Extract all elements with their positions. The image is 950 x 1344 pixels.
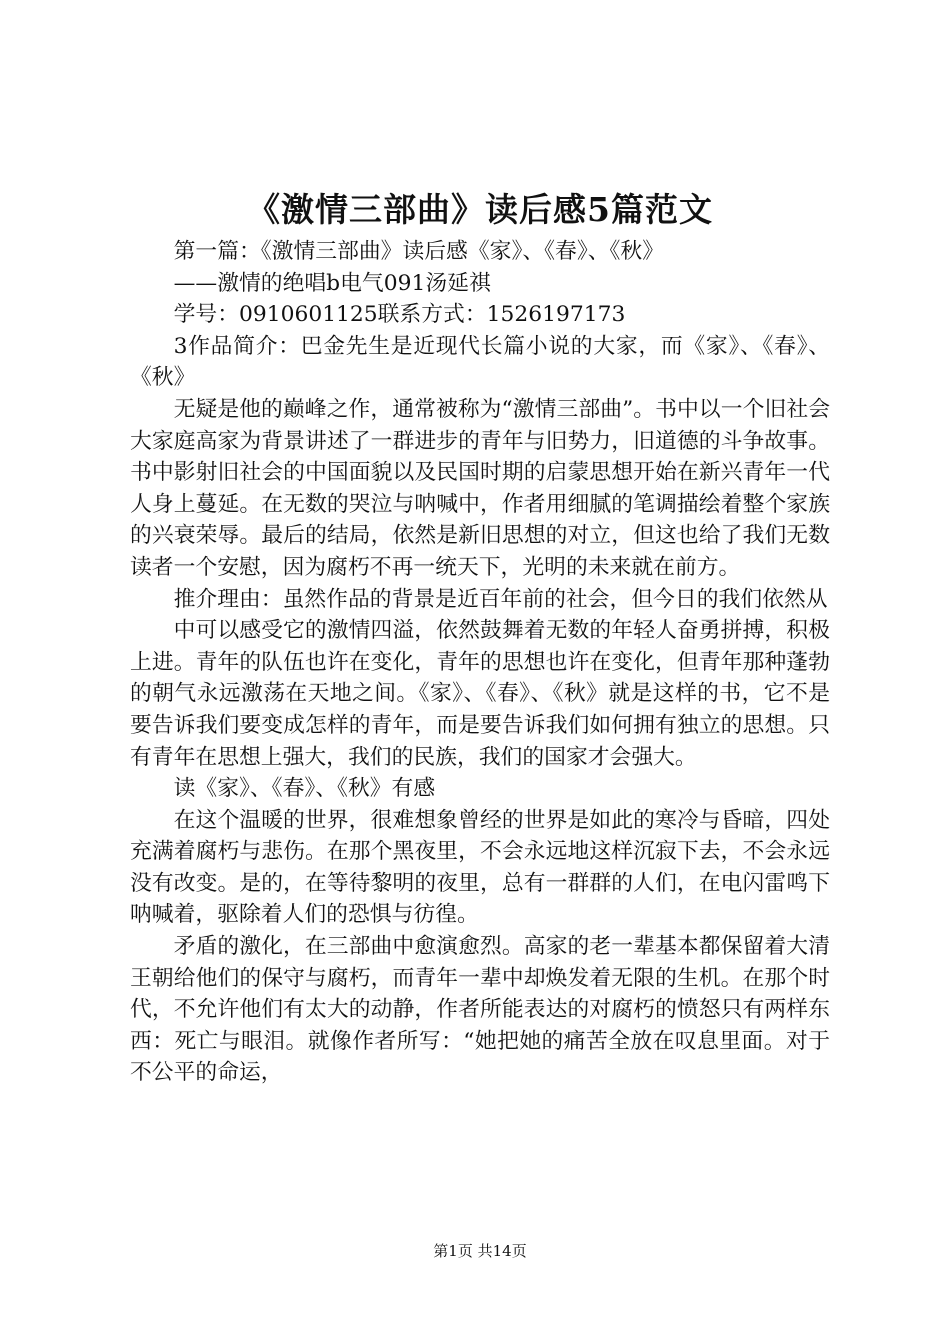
paragraph-recommend-reason: 推介理由：虽然作品的背景是近百年前的社会，但今日的我们依然从 [173,586,828,612]
paragraph-recommend-body: 中可以感受它的激情四溢，依然鼓舞着无数的年轻人奋勇拼搏，积极上进。青年的队伍也许在变化，青年的思想也许在变化，但青年那种蓬勃的朝气永远激荡在天地之间。《家》、《春》、《秋》就是这样的书，它不是要告诉我们要变成怎样的青年，而是要告诉我们如何拥有独立的思想。只有青年在思想上强大，我们的民族，我们的国家才会强大。 [130,618,830,770]
paragraph-subtitle-author: ——激情的绝唱b电气091汤延祺 [173,270,491,296]
document-body [130,236,830,1089]
paragraph-section-heading: 读《家》、《春》、《秋》有感 [173,776,436,802]
paragraph-first-heading: 第一篇：《激情三部曲》读后感《家》、《春》、《秋》 [173,239,665,264]
paragraph-warm-world: 在这个温暖的世界，很难想象曾经的世界是如此的寒冷与昏暗，四处充满着腐朽与悲伤。在那个黑夜里，不会永远地这样沉寂下去，不会永远没有改变。是的，在等待黎明的夜里，总有一群群的人们，在电闪雷鸣下呐喊着，驱除着人们的恐惧与彷徨。 [130,807,830,928]
document-page [130,0,830,1344]
document-title: 《激情三部曲》读后感5篇范文 [247,190,713,229]
paragraph-conflict: 矛盾的激化，在三部曲中愈演愈烈。高家的老一辈基本都保留着大清王朝给他们的保守与腐朽，而青年一辈中却焕发着无限的生机。在那个时代，不允许他们有太大的动静，作者所能表达的对腐朽的愤怒只有两样东西：死亡与眼泪。就像作者所写：“她把她的痛苦全放在叹息里面。对于不公平的命运， [130,934,830,1086]
paragraph-summary: 无疑是他的巅峰之作，通常被称为“激情三部曲”。书中以一个旧社会大家庭高家为背景讲述了一群进步的青年与旧势力，旧道德的斗争故事。书中影射旧社会的中国面貌以及民国时期的启蒙思想开始在新兴青年一代人身上蔓延。在无数的哭泣与呐喊中，作者用细腻的笔调描绘着整个家族的兴衰荣辱。最后的结局，依然是新旧思想的对立，但这也给了我们无数读者一个安慰，因为腐朽不再一统天下，光明的未来就在前方。 [130,396,830,580]
paragraph-student-info: 学号：0910601125联系方式：1526197173 [173,302,626,328]
paragraph-intro: 3作品简介：巴金先生是近现代长篇小说的大家，而《家》、《春》、《秋》 [130,333,830,391]
page-footer: 第1页 共14页 [433,1242,527,1260]
